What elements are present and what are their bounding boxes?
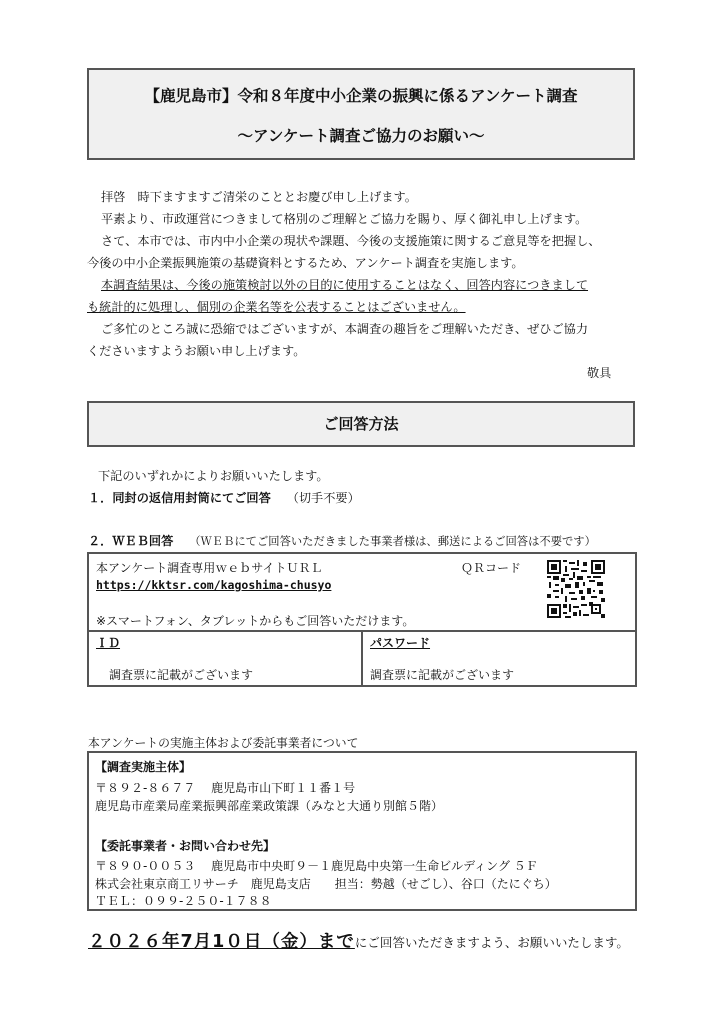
letter-paragraph-purpose-2: 今後の中小企業振興施策の基礎資料とするため、アンケート調査を実施します。: [87, 256, 524, 270]
letter-closing: 敬具: [587, 366, 612, 380]
contractor-company: 株式会社東京商工リサーチ 鹿児島支店 担当：勢越（せごし）、谷口（たにぐち）: [95, 877, 557, 891]
page-title: 【鹿児島市】令和８年度中小企業の振興に係るアンケート調査: [144, 87, 578, 105]
letter-paragraph-request-1: ご多忙のところ誠に恐縮ではございますが、本調査の趣旨をご理解いただき、ぜひご協力: [101, 322, 589, 336]
password-label: パスワード: [370, 636, 431, 650]
web-site-label: 本アンケート調査専用ｗｅｂサイトＵＲＬ: [96, 561, 323, 575]
title-box: [87, 68, 635, 160]
id-label: ＩＤ: [96, 636, 121, 650]
letter-paragraph-gratitude: 平素より、市政運営につきまして格別のご理解とご協力を賜り、厚く御礼申し上げます。: [101, 212, 588, 226]
qr-code-label: ＱＲコード: [461, 561, 522, 575]
page-subtitle: ～アンケート調査ご協力のお願い～: [237, 127, 485, 145]
deadline-text: にご回答いただきますよう、お願いいたします。: [354, 935, 629, 950]
web-url-panel: [89, 554, 635, 632]
password-value: 調査票に記載がございます: [370, 668, 515, 682]
contractor-label: 【委託事業者・お問い合わせ先】: [95, 839, 276, 853]
letter-paragraph-request-2: くださいますようお願い申し上げます。: [87, 344, 306, 358]
contractor-address: 〒８９０-００５３ 鹿児島市中央町９－１鹿児島中央第一生命ビルディング ５Ｆ: [95, 859, 538, 873]
id-value: 調査票に記載がございます: [109, 668, 254, 682]
answer-method-heading: ご回答方法: [87, 401, 635, 447]
method-option-mail-note: （切手不要）: [286, 491, 360, 505]
request-letter: [87, 186, 642, 362]
method-option-web: ２．ＷＥＢ回答: [88, 534, 174, 548]
qr-code-icon[interactable]: [547, 560, 605, 618]
method-option-web-note: （ＷＥＢにてご回答いただきました事業者様は、郵送によるご回答は不要です）: [189, 535, 596, 548]
implementer-address: 〒８９２-８６７７ 鹿児島市山下町１１番１号: [95, 781, 356, 795]
letter-paragraph-privacy-2: も統計的に処理し、個別の企業名等を公表することはございません。: [87, 300, 466, 314]
method-intro: 下記のいずれかによりお願いいたします。: [98, 469, 329, 483]
survey-url-link[interactable]: https://kktsr.com/kagoshima-chusyo: [96, 578, 332, 592]
deadline-notice: [88, 928, 629, 953]
deadline-date: ２０２６年7月1０日（金）まで: [88, 932, 355, 952]
credential-divider: [361, 630, 363, 685]
letter-paragraph-privacy-1: 本調査結果は、今後の施策検討以外の目的に使用することはなく、回答内容につきまして: [101, 278, 589, 292]
organizations-heading: 本アンケートの実施主体および委託事業者について: [88, 736, 359, 750]
letter-greeting: 拝啓 時下ますますご清栄のこととお慶び申し上げます。: [101, 190, 417, 204]
method-option-mail: １．同封の返信用封筒にてご回答: [88, 491, 271, 505]
organizations-box: [87, 751, 637, 911]
implementer-label: 【調査実施主体】: [95, 760, 192, 774]
implementer-department: 鹿児島市産業局産業振興部産業政策課（みなと大通り別館５階）: [95, 799, 444, 813]
web-answer-box: [87, 552, 637, 687]
device-note: ※スマートフォン、タブレットからもご回答いただけます。: [96, 614, 415, 628]
letter-paragraph-purpose-1: さて、本市では、市内中小企業の現状や課題、今後の支援施策に関するご意見等を把握し、: [101, 234, 601, 248]
contractor-phone: ＴＥＬ：０９９-２５０-１７８８: [95, 894, 272, 908]
